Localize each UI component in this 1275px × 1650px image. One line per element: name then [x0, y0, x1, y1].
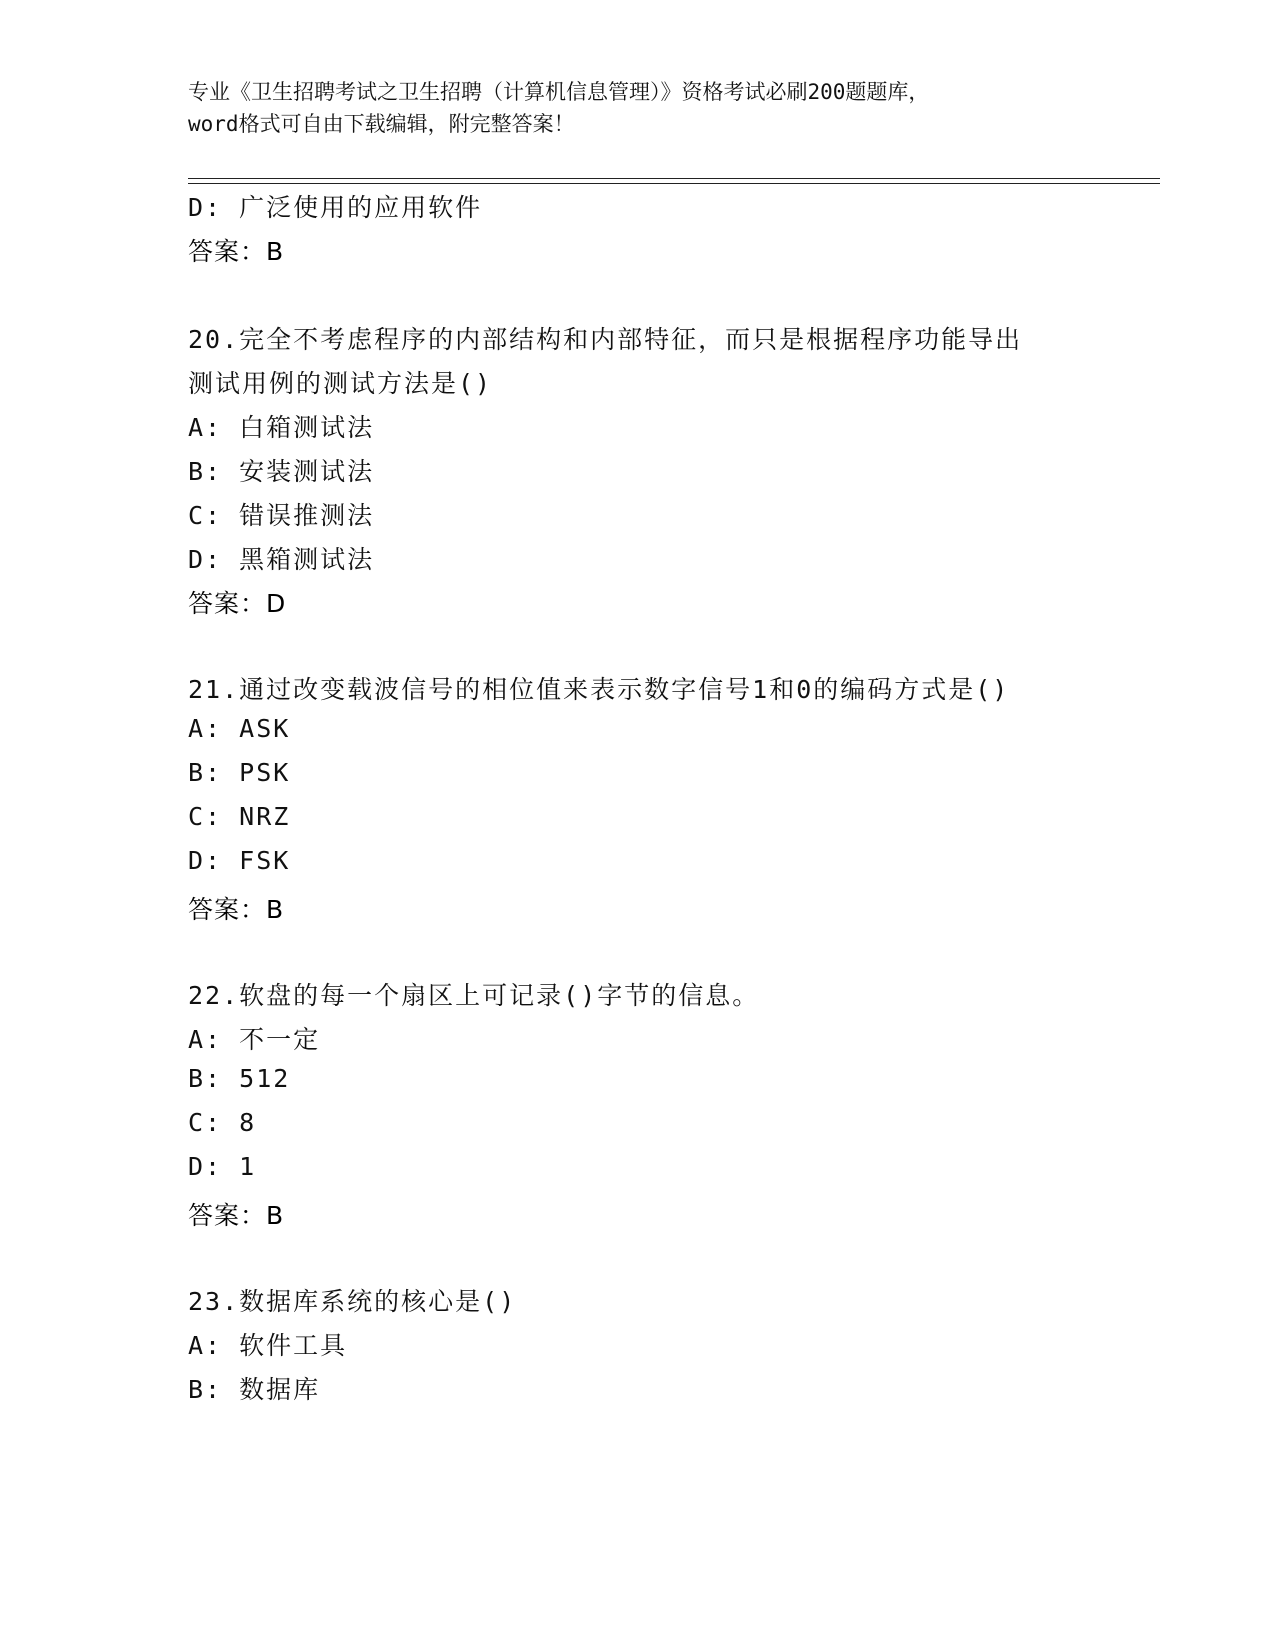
header-divider-top: [188, 178, 1160, 179]
q21-stem-line-1: 21.通过改变载波信号的相位值来表示数字信号1和0的编码方式是(): [188, 675, 1010, 704]
q19-answer: 答案：B: [188, 237, 285, 266]
q20-stem-line-1: 20.完全不考虑程序的内部结构和内部特征，而只是根据程序功能导出: [188, 325, 1023, 354]
q21-option-c: C: NRZ: [188, 802, 291, 831]
header-line-2: word格式可自由下载编辑，附完整答案！: [188, 112, 575, 136]
q20-stem-line-2: 测试用例的测试方法是(): [188, 369, 493, 398]
q20-option-a: A: 白箱测试法: [188, 413, 375, 442]
q23-option-a: A: 软件工具: [188, 1331, 348, 1360]
header-divider-bottom: [188, 183, 1160, 184]
q22-option-c: C: 8: [188, 1108, 257, 1137]
q22-option-d: D: 1: [188, 1152, 257, 1181]
q20-option-d: D: 黑箱测试法: [188, 545, 375, 574]
q21-answer: 答案：B: [188, 895, 285, 924]
q23-option-b: B: 数据库: [188, 1375, 321, 1404]
q22-option-a: A: 不一定: [188, 1025, 321, 1054]
q19-option-d: D: 广泛使用的应用软件: [188, 193, 483, 222]
q20-answer: 答案：D: [188, 589, 287, 618]
q20-option-b: B: 安装测试法: [188, 457, 375, 486]
q21-option-d: D: FSK: [188, 846, 291, 875]
q23-stem-line-1: 23.数据库系统的核心是(): [188, 1287, 517, 1316]
q22-answer: 答案：B: [188, 1201, 285, 1230]
q22-option-b: B: 512: [188, 1064, 291, 1093]
q21-option-b: B: PSK: [188, 758, 291, 787]
header-line-1: 专业《卫生招聘考试之卫生招聘（计算机信息管理）》资格考试必刷200题题库，: [188, 80, 930, 104]
document-header: [188, 76, 1088, 140]
q22-stem-line-1: 22.软盘的每一个扇区上可记录()字节的信息。: [188, 981, 760, 1010]
q21-option-a: A: ASK: [188, 714, 291, 743]
q20-option-c: C: 错误推测法: [188, 501, 375, 530]
